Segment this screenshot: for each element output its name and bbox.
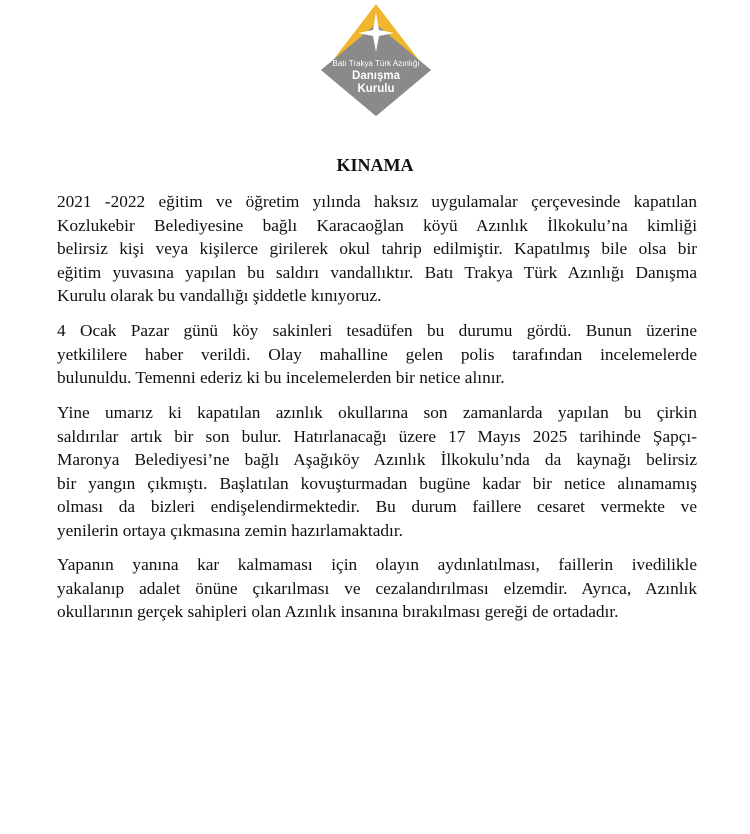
paragraph-2: [57, 319, 697, 390]
text-line: yetkililere haber verildi. Olay mahalline gelen polis tarafından incelemelerde: [57, 344, 697, 364]
text-line: eğitim yuvasına yapılan bu saldırı vandallıktır. Batı Trakya Türk Azınlığı Danışma: [57, 262, 697, 282]
text-line: Kurulu olarak bu vandallığı şiddetle kınıyoruz.: [57, 286, 382, 306]
text-line: Maronya Belediyesi’ne bağlı Aşağıköy Azınlık İlkokulu’nda da kaynağı belirsiz: [57, 450, 697, 470]
paragraph-4: [57, 553, 697, 624]
text-line: Yine umarız ki kapatılan azınlık okullarına son zamanlarda yapılan bu çirkin: [57, 403, 697, 422]
text-line: olması da bizleri endişelendirmektedir. Bu durum faillere cesaret vermekte ve: [57, 497, 697, 517]
text-line: yenilerin ortaya çıkmasına zemin hazırlamaktadır.: [57, 520, 403, 540]
text-line: yakalanıp adalet önüne çıkarılması ve cezalandırılması elzemdir. Ayrıca, Azınlık: [57, 578, 697, 598]
text-line: okullarının gerçek sahipleri olan Azınlık insanına bırakılması gereği de ortadadır.: [57, 602, 619, 622]
logo-text-3: Kurulu: [357, 83, 395, 95]
text-line: Yapanın yanına kar kalmaması için olayın aydınlatılması, faillerin ivedilikle: [57, 555, 697, 574]
text-line: Kozlukebir Belediyesine bağlı Karacaoğlan köyü Azınlık İlkokulu’na kimliği: [57, 215, 697, 235]
text-line: 4 Ocak Pazar günü köy sakinleri tesadüfen bu durumu gördü. Bunun üzerine: [57, 321, 697, 340]
text-line: belirsiz kişi veya kişilerce girilerek okul tahrip edilmiştir. Kapatılmış bile olsa bir: [57, 239, 697, 259]
organization-logo: [318, 2, 434, 118]
text-line: bulunuldu. Temenni ederiz ki bu incelemelerden bir netice alınır.: [57, 368, 505, 388]
paragraph-1: [57, 190, 697, 308]
document-title: KINAMA: [336, 155, 414, 175]
logo-text-2: Danışma: [352, 70, 400, 82]
text-line: 2021 -2022 eğitim ve öğretim yılında haksız uygulamalar çerçevesinde kapatılan: [57, 192, 697, 211]
text-line: bir yangın çıkmıştı. Başlatılan kovuşturmadan bugüne kadar bir netice alınamamış: [57, 473, 697, 493]
text-line: saldırılar artık bir son bulur. Hatırlanacağı üzere 17 Mayıs 2025 tarihinde Şapçı-: [57, 426, 697, 446]
paragraph-3: [57, 401, 697, 543]
logo-text-1: Batı Trakya Türk Azınlığı: [332, 59, 420, 68]
